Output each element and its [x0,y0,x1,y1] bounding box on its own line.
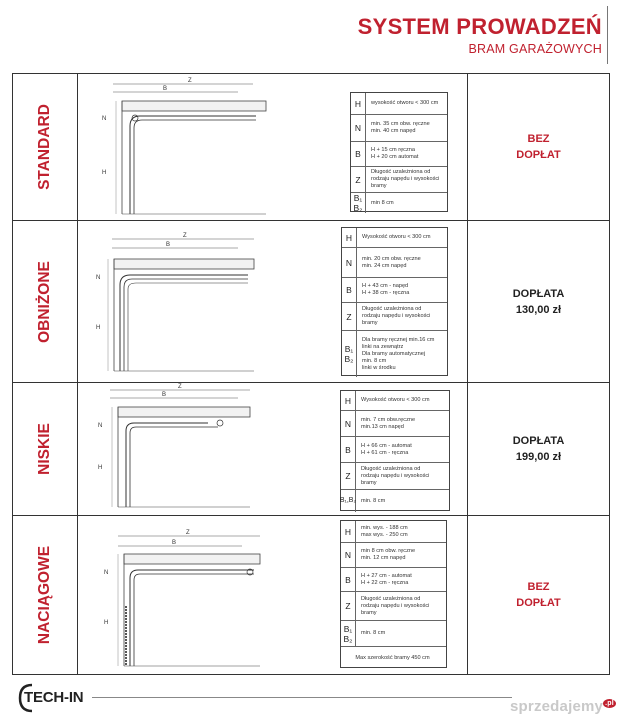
svg-text:N: N [96,275,101,281]
price-cell [467,74,609,220]
svg-text:B: B [166,242,171,248]
svg-text:B: B [162,392,167,398]
drawing-obnizone [77,221,468,382]
svg-text:Z: Z [186,530,190,536]
svg-text:B: B [172,540,177,546]
section-naciagowe [13,516,609,674]
price-line-2: 130,00 zł [515,303,562,316]
price-line-2: 199,00 zł [515,451,562,463]
svg-text:N: N [98,423,103,429]
section-label: STANDARD [36,104,53,190]
systems-table [12,73,610,675]
section-standard [13,74,609,221]
header-divider [607,6,608,64]
watermark: sprzedajemy $^{.pl}$ [510,698,614,715]
drawing-standard [77,74,468,220]
dim-b-label: B [163,86,168,92]
dim-h-label: H [102,170,107,176]
svg-text:H: H [96,325,101,331]
svg-text:H: H [104,620,109,626]
price-line-1: BEZ [527,133,550,145]
spec-table: H Wysokość otworu < 300 cm N min. 7 cm obw.ręczne min.13 cm napęd B H + 66 cm - automat H + 61 cm - ręczna Z Długość uzależniona od rodzaju napędu i wysokości bramy B₁,B₂ min. 8 cm [340,390,450,511]
spec-table: H min. wys. - 188 cm max wys. - 250 cm N min 8 cm obw. ręczne min. 12 cm napęd B H + 27 cm - automat H + 22 cm - ręczna Z Długość uzależniona od rodzaju napędu i wysokości bramy B₁ B₂ min. 8 cm Max szerokość bramy 450 cm [340,520,447,668]
page-title: SYSTEM PROWADZEŃ [357,14,602,39]
section-niskie [13,383,609,516]
spec-table: H Wysokość otworu < 300 cm N min. 20 cm obw. ręczne min. 24 cm napęd B H + 43 cm - napęd H + 38 cm - ręczna Z Długość uzależniona od rodzaju napędu i wysokości bramy B₁ B₂ Dla bramy ręcznej min.16 cm linki na zewnątrz Dla bramy automatycznej min. 8 cm linki w środku [341,227,448,376]
price-cell [467,221,609,382]
section-label: NACIĄGOWE [36,545,53,645]
dim-z-label: Z [188,78,192,84]
svg-text:H: H [98,465,103,471]
price-line-2: DOPŁAT [516,149,561,161]
price-line-1: BEZ [527,581,550,593]
price-cell [467,516,609,674]
price-line-1: DOPŁATA [512,287,565,300]
svg-text:N: N [104,570,109,576]
svg-text:Z: Z [183,233,187,239]
drawing-naciagowe [77,516,468,674]
logo-text: TECH-IN [24,689,84,706]
section-label: OBNIŻONE [36,260,53,343]
svg-text:Z: Z [178,384,182,390]
page-subtitle: BRAM GARAŻOWYCH [468,42,602,56]
price-line-2: DOPŁAT [516,597,561,609]
footer-line [92,697,512,698]
dim-n-label: N [102,116,107,122]
section-obnizone [13,221,609,383]
section-label: NISKIE [36,423,53,475]
spec-table: H wysokość otworu < 300 cm N min. 35 cm obw. ręczne min. 40 cm napęd B H + 15 cm ręczna H + 20 cm automat Z Długość uzależniona od rodzaju napędu i wysokości bramy B₁ B₂ min 8 cm [350,92,448,212]
price-cell [467,383,609,515]
drawing-niskie [77,383,468,515]
price-line-1: DOPŁATA [512,435,565,447]
